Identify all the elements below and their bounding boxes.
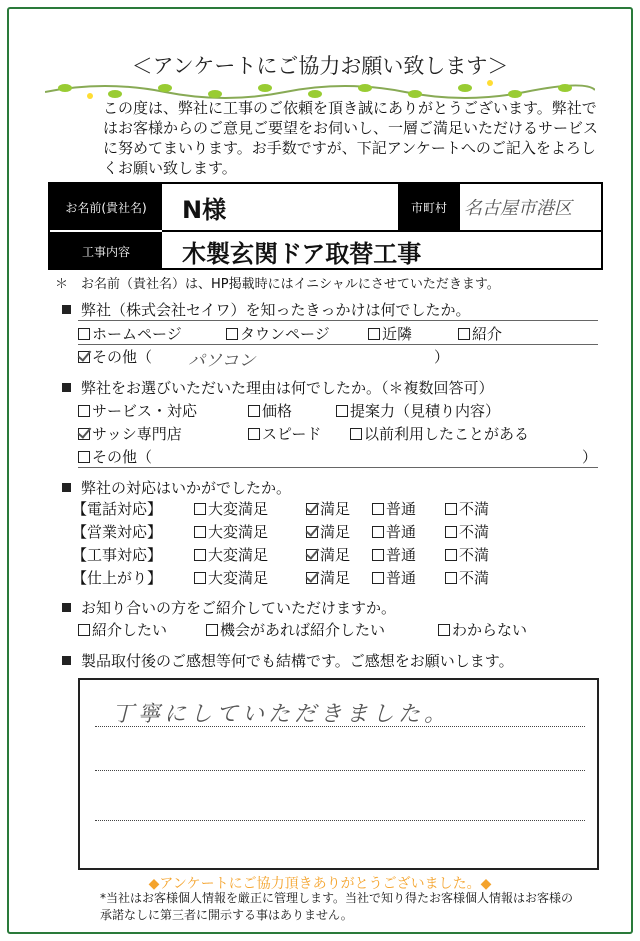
q2-question: 弊社をお選びいただいた理由は何でしたか。（＊複数回答可） <box>62 377 494 398</box>
q2-option[interactable]: サービス・対応 <box>78 400 197 421</box>
q3-option[interactable]: 普通 <box>372 521 416 542</box>
vine-decoration <box>45 80 595 100</box>
q3-row-label: 【営業対応】 <box>72 523 163 541</box>
initials-note: ＊ お名前（貴社名）は、HP掲載時にはイニシャルにさせていただきます。 <box>55 277 500 292</box>
q1-option[interactable]: ホームページ <box>78 323 182 344</box>
work-value[interactable]: 木製玄関ドア取替工事 <box>162 230 603 270</box>
q3-row-label: 【工事対応】 <box>72 546 163 564</box>
q2-option[interactable]: 以前利用したことがある <box>350 423 529 444</box>
q3-row-label: 【仕上がり】 <box>72 569 163 587</box>
q3-option[interactable]: 満足 <box>306 544 350 565</box>
comment-text: 丁寧にしていただきました。 <box>112 702 451 727</box>
q3-option[interactable]: 普通 <box>372 544 416 565</box>
q4-question: お知り合いの方をご紹介していただけますか。 <box>62 597 396 618</box>
q3-option[interactable]: 大変満足 <box>194 521 268 542</box>
q2-option[interactable]: サッシ専門店 <box>78 423 182 444</box>
q3-option[interactable]: 大変満足 <box>194 567 268 588</box>
q4-option[interactable]: わからない <box>438 619 527 640</box>
name-label: お名前(貴社名) <box>50 184 162 230</box>
q3-question: 弊社の対応はいかがでしたか。 <box>62 477 291 498</box>
q3-option[interactable]: 不満 <box>445 544 489 565</box>
q4-option[interactable]: 機会があれば紹介したい <box>206 619 385 640</box>
q3-option[interactable]: 大変満足 <box>194 544 268 565</box>
survey-title: ＜アンケートにご協力お願い致します＞ <box>131 54 509 78</box>
q3-row-label: 【電話対応】 <box>72 500 163 518</box>
q2-option[interactable]: 提案力（見積り内容） <box>336 400 500 421</box>
bullet-icon <box>62 656 71 665</box>
work-label: 工事内容 <box>50 230 162 270</box>
q3-option[interactable]: 不満 <box>445 567 489 588</box>
bullet-icon <box>62 603 71 612</box>
q4-option[interactable]: 紹介したい <box>78 619 167 640</box>
thanks-message: ◆アンケートにご協力頂きありがとうございました。◆ <box>148 876 492 892</box>
q1-question <box>62 299 471 320</box>
q3-option[interactable]: 普通 <box>372 567 416 588</box>
city-label: 市町村 <box>398 184 460 230</box>
q1-other-value: パソコン <box>188 351 256 371</box>
q1-text: 弊社（株式会社セイワ）を知ったきっかけは何でしたか。 <box>81 301 471 319</box>
q1-option[interactable]: タウンページ <box>226 323 330 344</box>
q2-option[interactable]: スピード <box>248 423 321 444</box>
name-value[interactable]: N様 <box>182 195 227 224</box>
q5-question: 製品取付後のご感想等何でも結構です。ご感想をお願いします。 <box>62 650 514 671</box>
city-value[interactable]: 名古屋市港区 <box>464 198 572 219</box>
q1-option[interactable]: 紹介 <box>458 323 502 344</box>
q3-option[interactable]: 満足 <box>306 521 350 542</box>
bullet-icon <box>62 383 71 392</box>
customer-info-table <box>48 182 603 270</box>
privacy-note: *当社はお客様個人情報を厳正に管理します。当社で知り得たお客様個人情報はお客様の承諾なしに第三者に開示する事はありません。 <box>100 891 574 922</box>
q3-option[interactable]: 大変満足 <box>194 498 268 519</box>
intro-text: この度は、弊社に工事のご依頼を頂き誠にありがとうございます。弊社ではお客様からのご意見ご要望をお伺いし、一層ご満足いただけるサービスに努めてまいります。お手数ですが、下記アンケートへのご記入をよろしくお願い致します。 <box>103 99 599 177</box>
bullet-icon <box>62 305 71 314</box>
q3-option[interactable]: 普通 <box>372 498 416 519</box>
bullet-icon <box>62 483 71 492</box>
q1-option[interactable]: 近隣 <box>368 323 412 344</box>
q3-option[interactable]: 不満 <box>445 521 489 542</box>
q2-option[interactable]: 価格 <box>248 400 292 421</box>
q3-option[interactable]: 不満 <box>445 498 489 519</box>
q3-option[interactable]: 満足 <box>306 498 350 519</box>
q3-option[interactable]: 満足 <box>306 567 350 588</box>
